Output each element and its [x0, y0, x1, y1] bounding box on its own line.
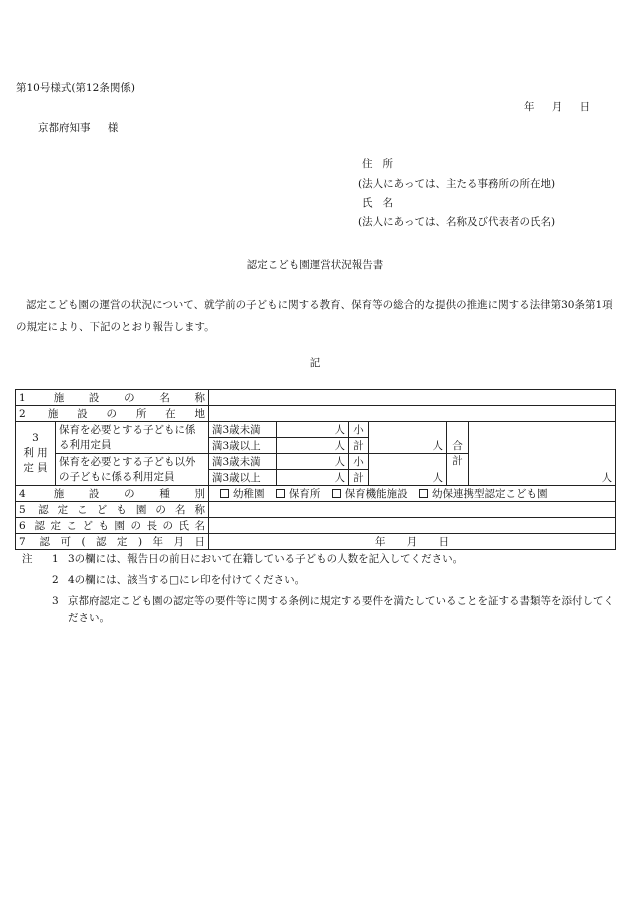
under3-label: 満3歳未満 [209, 454, 277, 470]
row6-no: 6 [19, 519, 26, 532]
row3-label-cell [16, 422, 56, 486]
table-row [16, 534, 616, 550]
row7-label: 認可(認定)年月日 [39, 535, 205, 548]
row3-label-line1: 利 用 [23, 447, 48, 459]
checkbox-icon[interactable] [276, 489, 285, 498]
notes [22, 551, 622, 631]
note-number: 3 [52, 595, 59, 607]
total-value[interactable]: 人 [469, 422, 616, 486]
total-label-cell-lower: 計 [447, 454, 469, 486]
row5-label-cell [16, 502, 209, 518]
table-row [16, 422, 616, 438]
date-line: 年 月 日 [524, 101, 591, 113]
care-under3-value[interactable]: 人 [277, 422, 349, 438]
table-row [16, 390, 616, 406]
row2-label-cell [16, 406, 209, 422]
total-label-cell: 合 [447, 422, 469, 454]
note-item [22, 572, 622, 589]
row4-no: 4 [19, 487, 26, 500]
checkbox-icon[interactable] [332, 489, 341, 498]
row4-label-cell [16, 486, 209, 502]
name-label: 氏名 [362, 197, 403, 209]
table-row [16, 486, 616, 502]
document-title: 認定こども園運営状況報告書 [246, 259, 384, 271]
row4-label: 施設の種別 [53, 487, 206, 500]
option-childcare-facility: 保育機能施設 [344, 487, 408, 500]
row7-no: 7 [19, 535, 26, 548]
report-table [15, 389, 616, 550]
row6-label: 認定こども園の長の氏名 [34, 519, 206, 532]
care-subtotal-value[interactable]: 人 [369, 422, 447, 454]
row3-no: 3 [32, 432, 39, 444]
note-text: 京都府認定こども園の認定等の要件等に関する条例に規定する要件を満たしていることを証する書類等を添付してください。 [68, 595, 614, 624]
row2-value[interactable] [209, 406, 616, 422]
row5-no: 5 [19, 503, 26, 516]
ki-label: 記 [309, 357, 321, 369]
no-care-label: 保育を必要とする子ども以外の子どもに係る利用定員 [56, 454, 209, 486]
row6-value[interactable] [209, 518, 616, 534]
option-integrated: 幼保連携型認定こども園 [432, 487, 548, 500]
checkbox-icon[interactable] [220, 489, 229, 498]
table-row [16, 406, 616, 422]
subtotal-label: 計 [349, 438, 369, 454]
row1-label-cell [16, 390, 209, 406]
name-note: (法人にあっては、名称及び代表者の氏名) [358, 216, 556, 228]
subtotal-label: 計 [349, 470, 369, 486]
under3-label: 満3歳未満 [209, 422, 277, 438]
table-row [16, 518, 616, 534]
form-number: 第10号様式(第12条関係) [16, 82, 135, 94]
subtotal-label: 小 [349, 454, 369, 470]
row1-value[interactable] [209, 390, 616, 406]
note-item [22, 593, 622, 627]
facility-type-options [209, 486, 616, 502]
nocare-under3-value[interactable]: 人 [277, 454, 349, 470]
row2-label: 施設の所在地 [47, 407, 205, 420]
option-nursery: 保育所 [288, 487, 321, 500]
care-over3-value[interactable]: 人 [277, 438, 349, 454]
over3-label: 満3歳以上 [209, 470, 277, 486]
address-note: (法人にあっては、主たる事務所の所在地) [358, 178, 556, 190]
row3-label-line2: 定 員 [23, 462, 48, 474]
address-label: 住所 [362, 158, 403, 170]
row1-no: 1 [19, 391, 26, 404]
note-item [22, 551, 622, 568]
note-prefix: 注 [22, 553, 33, 565]
care-need-label: 保育を必要とする子どもに係る利用定員 [56, 422, 209, 454]
note-text: 4の欄には、該当する□にレ印を付けてください。 [68, 574, 306, 586]
option-kindergarten: 幼稚園 [233, 487, 265, 500]
row7-date[interactable]: 年 月 日 [209, 534, 616, 550]
subtotal-label: 小 [349, 422, 369, 438]
over3-label: 満3歳以上 [209, 438, 277, 454]
note-number: 1 [52, 553, 59, 565]
row1-label: 施設の名称 [53, 391, 206, 404]
row7-label-cell [16, 534, 209, 550]
row6-label-cell [16, 518, 209, 534]
row5-label: 認定こども園の名称 [38, 503, 205, 516]
row2-no: 2 [19, 407, 26, 420]
nocare-over3-value[interactable]: 人 [277, 470, 349, 486]
nocare-subtotal-value[interactable]: 人 [369, 454, 447, 486]
note-number: 2 [52, 574, 59, 586]
row5-value[interactable] [209, 502, 616, 518]
checkbox-icon[interactable] [419, 489, 428, 498]
note-text: 3の欄には、報告日の前日において在籍している子どもの人数を記入してください。 [68, 553, 464, 565]
body-text: 認定こども園の運営の状況について、就学前の子どもに関する教育、保育等の総合的な提供の推進に関する法律第30条第1項の規定により、下記のとおり報告します。 [16, 299, 613, 333]
addressee: 京都府知事 様 [38, 122, 119, 134]
table-row [16, 502, 616, 518]
